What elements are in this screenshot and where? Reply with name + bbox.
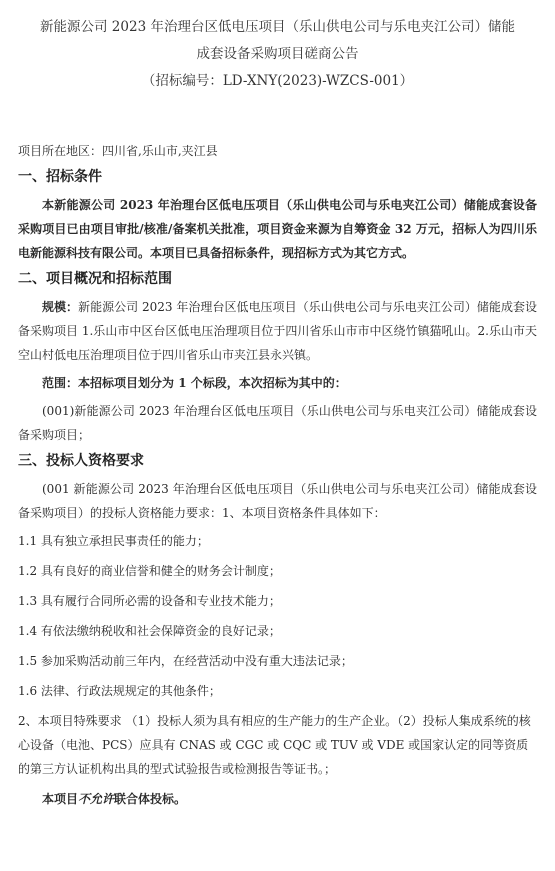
qualification-item: 1.2 具有良好的商业信誉和健全的财务会计制度； <box>18 564 281 578</box>
qualification-item: 1.5 参加采购活动前三年内，在经营活动中没有重大违法记录； <box>18 654 353 668</box>
consortium-prefix: 本项目 <box>42 792 79 806</box>
range-label: 范围： <box>42 376 79 390</box>
tender-code: （招标编号：LD-XNY(2023)-WZCS-001） <box>141 73 414 89</box>
section2-range-paragraph <box>18 371 537 395</box>
announcement-title-line2: 成套设备采购项目磋商公告 <box>196 46 359 62</box>
section3-intro: (001 新能源公司 2023 年治理台区低电压项目（乐山供电公司与乐电夹江公司）储能成套设备采购项目）的投标人资格能力要求：1、本项目资格条件具体如下： <box>18 482 537 520</box>
section1-heading: 一、招标条件 <box>18 169 102 185</box>
consortium-note <box>18 787 537 811</box>
scale-label: 规模： <box>42 300 79 314</box>
special-requirements: 2、本项目特殊要求 （1）投标人须为具有相应的生产能力的生产企业。（2）投标人集成系统的核心设备（电池、PCS）应具有 CNAS 或 CGC 或 CQC 或 TUV 或 VDE 或国家认定的同等资质的第三方认证机构出具的型式试验报告或检测报告等证书。； <box>18 714 531 776</box>
section2-heading: 二、项目概况和招标范围 <box>18 271 172 287</box>
qualification-item: 1.4 有依法缴纳税收和社会保障资金的良好记录； <box>18 624 281 638</box>
qualification-item: 1.6 法律、行政法规规定的其他条件； <box>18 684 221 698</box>
scale-text: 新能源公司 2023 年治理台区低电压项目（乐山供电公司与乐电夹江公司）储能成套设备采购项目 1.乐山市中区台区低电压治理项目位于四川省乐山市市中区绕竹镇猫吼山。2.乐山市天空山村低电压治理项目位于四川省乐山市夹江县永兴镇。 <box>18 300 537 362</box>
qualification-item: 1.3 具有履行合同所必需的设备和专业技术能力； <box>18 594 281 608</box>
section2-lot: (001)新能源公司 2023 年治理台区低电压项目（乐山供电公司与乐电夹江公司）储能成套设备采购项目； <box>18 404 537 442</box>
qualification-item: 1.1 具有独立承担民事责任的能力； <box>18 534 209 548</box>
section1-paragraph: 本新能源公司 2023 年治理台区低电压项目（乐山供电公司与乐电夹江公司）储能成套设备采购项目已由项目审批/核准/备案机关批准，项目资金来源为自筹资金 32 万元，招标人为四川乐电新能源科技有限公司。本项目已具备招标条件，现招标方式为其它方式。 <box>18 198 537 260</box>
project-region: 项目所在地区：四川省,乐山市,夹江县 <box>18 144 218 158</box>
section2-scale-paragraph <box>18 295 537 367</box>
section3-heading: 三、投标人资格要求 <box>18 453 144 469</box>
announcement-title-line1: 新能源公司 2023 年治理台区低电压项目（乐山供电公司与乐电夹江公司）储能 <box>40 19 515 35</box>
consortium-suffix: 联合体投标。 <box>114 792 187 806</box>
consortium-not-allowed: 不允许 <box>78 792 115 806</box>
range-text: 本招标项目划分为 1 个标段，本次招标为其中的： <box>78 376 347 390</box>
